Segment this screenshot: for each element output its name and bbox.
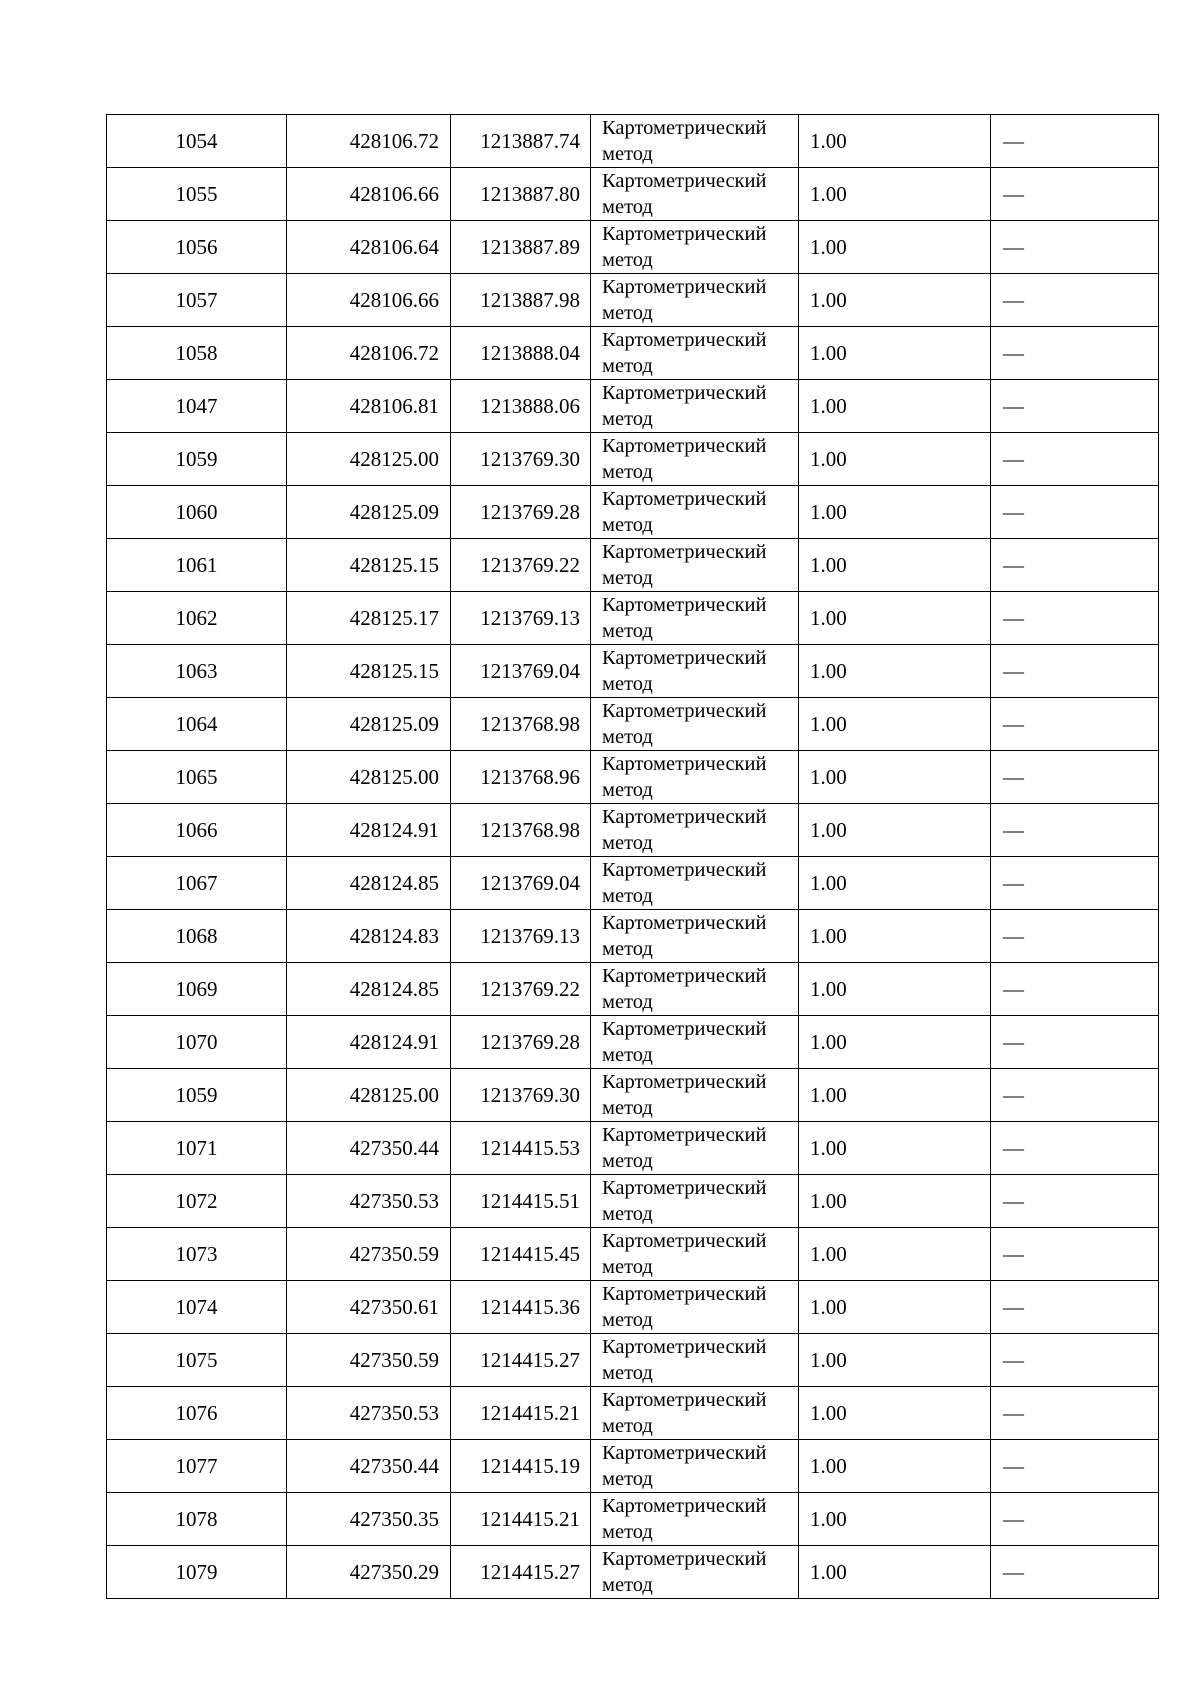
coordinate-y: 1214415.27 (451, 1546, 591, 1599)
method-line-1: Картометрический (602, 1071, 767, 1093)
method-line-2: метод (602, 196, 653, 218)
table-row (107, 910, 1159, 963)
method-line-1: Картометрический (602, 594, 767, 616)
table-row (107, 168, 1159, 221)
coordinate-x: 427350.59 (287, 1228, 451, 1281)
accuracy-value: 1.00 (799, 1175, 991, 1228)
point-number: 1063 (107, 645, 287, 698)
coordinate-y: 1213887.74 (451, 115, 591, 168)
description-dash: — (991, 1016, 1159, 1069)
description-dash: — (991, 751, 1159, 804)
coordinate-y: 1213769.30 (451, 433, 591, 486)
accuracy-value: 1.00 (799, 910, 991, 963)
method-line-2: метод (602, 885, 653, 907)
method-line-2: метод (602, 1521, 653, 1543)
table-row (107, 1175, 1159, 1228)
description-dash: — (991, 168, 1159, 221)
description-dash: — (991, 1281, 1159, 1334)
coordinate-x: 428125.09 (287, 698, 451, 751)
point-number: 1064 (107, 698, 287, 751)
table-row (107, 645, 1159, 698)
coordinate-y: 1214415.53 (451, 1122, 591, 1175)
method-cell (591, 380, 799, 433)
accuracy-value: 1.00 (799, 1334, 991, 1387)
method-line-2: метод (602, 1574, 653, 1596)
coordinate-x: 427350.44 (287, 1440, 451, 1493)
method-line-2: метод (602, 1468, 653, 1490)
accuracy-value: 1.00 (799, 221, 991, 274)
coordinate-x: 428106.66 (287, 274, 451, 327)
coordinate-x: 428125.15 (287, 645, 451, 698)
table-row (107, 1387, 1159, 1440)
method-line-2: метод (602, 1256, 653, 1278)
method-line-1: Картометрический (602, 1495, 767, 1517)
coordinate-x: 428124.85 (287, 963, 451, 1016)
method-cell (591, 645, 799, 698)
accuracy-value: 1.00 (799, 433, 991, 486)
method-line-2: метод (602, 832, 653, 854)
method-cell (591, 539, 799, 592)
point-number: 1079 (107, 1546, 287, 1599)
coordinate-x: 428106.81 (287, 380, 451, 433)
method-line-2: метод (602, 779, 653, 801)
method-line-1: Картометрический (602, 806, 767, 828)
point-number: 1047 (107, 380, 287, 433)
method-line-2: метод (602, 1362, 653, 1384)
description-dash: — (991, 1175, 1159, 1228)
description-dash: — (991, 115, 1159, 168)
method-line-2: метод (602, 1097, 653, 1119)
coordinate-y: 1213769.30 (451, 1069, 591, 1122)
method-cell (591, 963, 799, 1016)
coordinate-y: 1213769.28 (451, 486, 591, 539)
coordinate-x: 428125.00 (287, 433, 451, 486)
method-cell (591, 910, 799, 963)
method-line-1: Картометрический (602, 541, 767, 563)
point-number: 1077 (107, 1440, 287, 1493)
point-number: 1078 (107, 1493, 287, 1546)
accuracy-value: 1.00 (799, 645, 991, 698)
table-row (107, 1440, 1159, 1493)
point-number: 1065 (107, 751, 287, 804)
method-line-1: Картометрический (602, 382, 767, 404)
method-cell (591, 1016, 799, 1069)
coordinate-x: 428125.00 (287, 1069, 451, 1122)
method-line-2: метод (602, 1150, 653, 1172)
coordinate-y: 1213768.98 (451, 804, 591, 857)
method-line-1: Картометрический (602, 117, 767, 139)
method-line-2: метод (602, 726, 653, 748)
method-line-2: метод (602, 302, 653, 324)
method-line-1: Картометрический (602, 1124, 767, 1146)
point-number: 1067 (107, 857, 287, 910)
coordinate-y: 1214415.51 (451, 1175, 591, 1228)
accuracy-value: 1.00 (799, 539, 991, 592)
point-number: 1068 (107, 910, 287, 963)
accuracy-value: 1.00 (799, 1069, 991, 1122)
coordinate-y: 1213769.22 (451, 963, 591, 1016)
point-number: 1059 (107, 433, 287, 486)
accuracy-value: 1.00 (799, 1493, 991, 1546)
method-line-1: Картометрический (602, 1442, 767, 1464)
method-line-1: Картометрический (602, 1283, 767, 1305)
accuracy-value: 1.00 (799, 1228, 991, 1281)
table-row (107, 274, 1159, 327)
point-number: 1070 (107, 1016, 287, 1069)
accuracy-value: 1.00 (799, 327, 991, 380)
coordinate-x: 428124.91 (287, 804, 451, 857)
point-number: 1062 (107, 592, 287, 645)
method-line-1: Картометрический (602, 329, 767, 351)
table-row (107, 857, 1159, 910)
method-cell (591, 698, 799, 751)
point-number: 1076 (107, 1387, 287, 1440)
method-cell (591, 433, 799, 486)
point-number: 1055 (107, 168, 287, 221)
accuracy-value: 1.00 (799, 1122, 991, 1175)
method-cell (591, 1546, 799, 1599)
coordinates-table (106, 114, 1159, 1599)
coordinate-y: 1213888.04 (451, 327, 591, 380)
table-row (107, 1122, 1159, 1175)
description-dash: — (991, 1334, 1159, 1387)
method-line-2: метод (602, 461, 653, 483)
table-row (107, 433, 1159, 486)
accuracy-value: 1.00 (799, 963, 991, 1016)
method-line-1: Картометрический (602, 435, 767, 457)
description-dash: — (991, 1546, 1159, 1599)
method-line-1: Картометрический (602, 276, 767, 298)
coordinate-x: 428124.85 (287, 857, 451, 910)
coordinate-y: 1213769.13 (451, 592, 591, 645)
method-line-1: Картометрический (602, 488, 767, 510)
method-cell (591, 327, 799, 380)
table-row (107, 1546, 1159, 1599)
point-number: 1073 (107, 1228, 287, 1281)
description-dash: — (991, 1440, 1159, 1493)
method-cell (591, 1228, 799, 1281)
description-dash: — (991, 1069, 1159, 1122)
table-row (107, 221, 1159, 274)
point-number: 1069 (107, 963, 287, 1016)
coordinate-x: 428106.66 (287, 168, 451, 221)
coordinate-x: 428106.72 (287, 327, 451, 380)
method-cell (591, 115, 799, 168)
point-number: 1061 (107, 539, 287, 592)
coordinate-x: 427350.61 (287, 1281, 451, 1334)
method-line-2: метод (602, 567, 653, 589)
coordinate-y: 1213769.13 (451, 910, 591, 963)
method-line-2: метод (602, 1309, 653, 1331)
method-line-1: Картометрический (602, 1336, 767, 1358)
coordinate-y: 1213887.80 (451, 168, 591, 221)
description-dash: — (991, 857, 1159, 910)
point-number: 1071 (107, 1122, 287, 1175)
method-line-1: Картометрический (602, 912, 767, 934)
coordinate-y: 1213888.06 (451, 380, 591, 433)
coordinate-y: 1214415.21 (451, 1387, 591, 1440)
method-cell (591, 592, 799, 645)
coordinate-y: 1213769.28 (451, 1016, 591, 1069)
accuracy-value: 1.00 (799, 274, 991, 327)
point-number: 1075 (107, 1334, 287, 1387)
coordinate-y: 1213768.98 (451, 698, 591, 751)
accuracy-value: 1.00 (799, 1440, 991, 1493)
method-cell (591, 1493, 799, 1546)
accuracy-value: 1.00 (799, 115, 991, 168)
method-line-2: метод (602, 938, 653, 960)
coordinate-x: 428125.09 (287, 486, 451, 539)
table-row (107, 327, 1159, 380)
coordinate-x: 428125.15 (287, 539, 451, 592)
method-line-1: Картометрический (602, 700, 767, 722)
point-number: 1054 (107, 115, 287, 168)
accuracy-value: 1.00 (799, 1281, 991, 1334)
point-number: 1059 (107, 1069, 287, 1122)
point-number: 1074 (107, 1281, 287, 1334)
method-cell (591, 274, 799, 327)
coordinate-y: 1213887.98 (451, 274, 591, 327)
coordinate-x: 428124.83 (287, 910, 451, 963)
table-row (107, 698, 1159, 751)
method-line-1: Картометрический (602, 1018, 767, 1040)
description-dash: — (991, 274, 1159, 327)
method-cell (591, 1440, 799, 1493)
method-line-2: метод (602, 514, 653, 536)
table-row (107, 1228, 1159, 1281)
accuracy-value: 1.00 (799, 486, 991, 539)
coordinate-x: 427350.35 (287, 1493, 451, 1546)
method-line-1: Картометрический (602, 1548, 767, 1570)
method-line-1: Картометрический (602, 1389, 767, 1411)
table-row (107, 751, 1159, 804)
method-line-1: Картометрический (602, 170, 767, 192)
table-row (107, 1069, 1159, 1122)
coordinate-x: 427350.53 (287, 1387, 451, 1440)
method-cell (591, 486, 799, 539)
method-line-1: Картометрический (602, 647, 767, 669)
coordinate-y: 1213769.04 (451, 645, 591, 698)
method-cell (591, 1334, 799, 1387)
method-line-1: Картометрический (602, 1177, 767, 1199)
coordinate-y: 1213887.89 (451, 221, 591, 274)
description-dash: — (991, 1387, 1159, 1440)
method-cell (591, 1122, 799, 1175)
method-line-2: метод (602, 1203, 653, 1225)
method-line-1: Картометрический (602, 753, 767, 775)
method-line-2: метод (602, 143, 653, 165)
description-dash: — (991, 327, 1159, 380)
table-row (107, 380, 1159, 433)
table-row (107, 804, 1159, 857)
method-line-2: метод (602, 408, 653, 430)
method-line-2: метод (602, 249, 653, 271)
coordinate-x: 427350.44 (287, 1122, 451, 1175)
table-row (107, 1281, 1159, 1334)
description-dash: — (991, 1228, 1159, 1281)
table-row (107, 1493, 1159, 1546)
accuracy-value: 1.00 (799, 857, 991, 910)
method-line-2: метод (602, 991, 653, 1013)
method-line-2: метод (602, 673, 653, 695)
description-dash: — (991, 433, 1159, 486)
point-number: 1058 (107, 327, 287, 380)
point-number: 1072 (107, 1175, 287, 1228)
description-dash: — (991, 804, 1159, 857)
method-line-1: Картометрический (602, 859, 767, 881)
method-cell (591, 168, 799, 221)
coordinate-x: 428125.17 (287, 592, 451, 645)
method-line-2: метод (602, 1415, 653, 1437)
method-cell (591, 221, 799, 274)
description-dash: — (991, 380, 1159, 433)
coordinate-x: 427350.59 (287, 1334, 451, 1387)
method-line-1: Картометрический (602, 965, 767, 987)
method-cell (591, 1069, 799, 1122)
description-dash: — (991, 645, 1159, 698)
coordinate-y: 1214415.19 (451, 1440, 591, 1493)
description-dash: — (991, 1493, 1159, 1546)
table-row (107, 486, 1159, 539)
method-line-1: Картометрический (602, 223, 767, 245)
point-number: 1060 (107, 486, 287, 539)
description-dash: — (991, 486, 1159, 539)
accuracy-value: 1.00 (799, 804, 991, 857)
method-line-2: метод (602, 1044, 653, 1066)
method-cell (591, 804, 799, 857)
method-cell (591, 857, 799, 910)
coordinate-x: 427350.53 (287, 1175, 451, 1228)
table-body (107, 115, 1159, 1599)
table-row (107, 539, 1159, 592)
table-row (107, 1016, 1159, 1069)
description-dash: — (991, 539, 1159, 592)
point-number: 1056 (107, 221, 287, 274)
coordinate-y: 1213769.22 (451, 539, 591, 592)
description-dash: — (991, 910, 1159, 963)
accuracy-value: 1.00 (799, 698, 991, 751)
description-dash: — (991, 1122, 1159, 1175)
coordinate-y: 1213768.96 (451, 751, 591, 804)
accuracy-value: 1.00 (799, 592, 991, 645)
method-line-2: метод (602, 355, 653, 377)
accuracy-value: 1.00 (799, 1387, 991, 1440)
coordinate-x: 428125.00 (287, 751, 451, 804)
accuracy-value: 1.00 (799, 751, 991, 804)
description-dash: — (991, 221, 1159, 274)
accuracy-value: 1.00 (799, 168, 991, 221)
method-line-1: Картометрический (602, 1230, 767, 1252)
table-row (107, 1334, 1159, 1387)
coordinate-y: 1214415.45 (451, 1228, 591, 1281)
method-cell (591, 1175, 799, 1228)
table-row (107, 115, 1159, 168)
accuracy-value: 1.00 (799, 1016, 991, 1069)
coordinate-x: 428106.72 (287, 115, 451, 168)
point-number: 1066 (107, 804, 287, 857)
accuracy-value: 1.00 (799, 380, 991, 433)
table-row (107, 963, 1159, 1016)
coordinate-y: 1214415.36 (451, 1281, 591, 1334)
coordinate-x: 427350.29 (287, 1546, 451, 1599)
coordinate-y: 1213769.04 (451, 857, 591, 910)
method-cell (591, 751, 799, 804)
method-cell (591, 1281, 799, 1334)
point-number: 1057 (107, 274, 287, 327)
coordinate-x: 428124.91 (287, 1016, 451, 1069)
method-cell (591, 1387, 799, 1440)
coordinate-y: 1214415.21 (451, 1493, 591, 1546)
accuracy-value: 1.00 (799, 1546, 991, 1599)
table-row (107, 592, 1159, 645)
description-dash: — (991, 698, 1159, 751)
coordinate-y: 1214415.27 (451, 1334, 591, 1387)
method-line-2: метод (602, 620, 653, 642)
coordinate-x: 428106.64 (287, 221, 451, 274)
description-dash: — (991, 963, 1159, 1016)
description-dash: — (991, 592, 1159, 645)
